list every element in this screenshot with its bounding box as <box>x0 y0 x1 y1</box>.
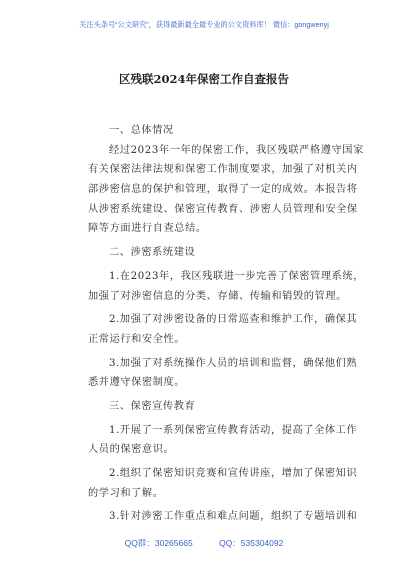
section-heading: 三、保密宣传教育 <box>109 400 196 412</box>
paragraph-line: 1.开展了一系列保密宣传教育活动，提高了全体工作 <box>109 424 358 436</box>
paragraph-line: 经过2023年一年的保密工作，我区残联严格遵守国家 <box>109 144 364 156</box>
top-banner: 关注头条号“公文研究”，获得最新最全最专业的公文资料库！ 微信：gongwenyj <box>79 20 329 29</box>
section-heading: 二、涉密系统建设 <box>109 247 196 259</box>
paragraph-line: 3.加强了对系统操作人员的培训和监督，确保他们熟 <box>109 357 358 369</box>
paragraph-line: 障等方面进行自查总结。 <box>88 223 207 235</box>
paragraph-line: 正常运行和安全性。 <box>88 333 186 345</box>
bottom-banner <box>0 537 408 549</box>
paragraph-line: 人员的保密意识。 <box>88 444 175 456</box>
paragraph-line: 从涉密系统建设、保密宣传教育、涉密人员管理和安全保 <box>88 203 358 215</box>
paragraph-line: 3.针对涉密工作重点和难点问题，组织了专题培训和 <box>109 511 358 523</box>
paragraph-line: 2.组织了保密知识竞赛和宣传讲座，增加了保密知识 <box>109 468 358 479</box>
paragraph-line: 的学习和了解。 <box>88 487 164 499</box>
section-heading: 一、总体情况 <box>109 125 174 136</box>
paragraph-line: 1.在2023年，我区残联进一步完善了保密管理系统， <box>109 270 364 282</box>
document-title: 区残联2024年保密工作自查报告 <box>118 72 289 86</box>
qq-contact-label: QQ：535304092 <box>219 538 284 548</box>
document-body <box>88 121 364 527</box>
paragraph-line: 有关保密法律法规和保密工作制度要求，加强了对机关内 <box>88 164 358 176</box>
paragraph-line: 加强了对涉密信息的分类、存储、传输和销毁的管理。 <box>88 290 347 302</box>
paragraph-line: 2.加强了对涉密设备的日常巡查和维护工作，确保其 <box>109 314 358 326</box>
qq-group-label: QQ群：30265665 <box>124 538 193 548</box>
paragraph-line: 部涉密信息的保护和管理，取得了一定的成效。本报告将 <box>88 184 358 196</box>
paragraph-line: 悉并遵守保密制度。 <box>88 377 186 389</box>
